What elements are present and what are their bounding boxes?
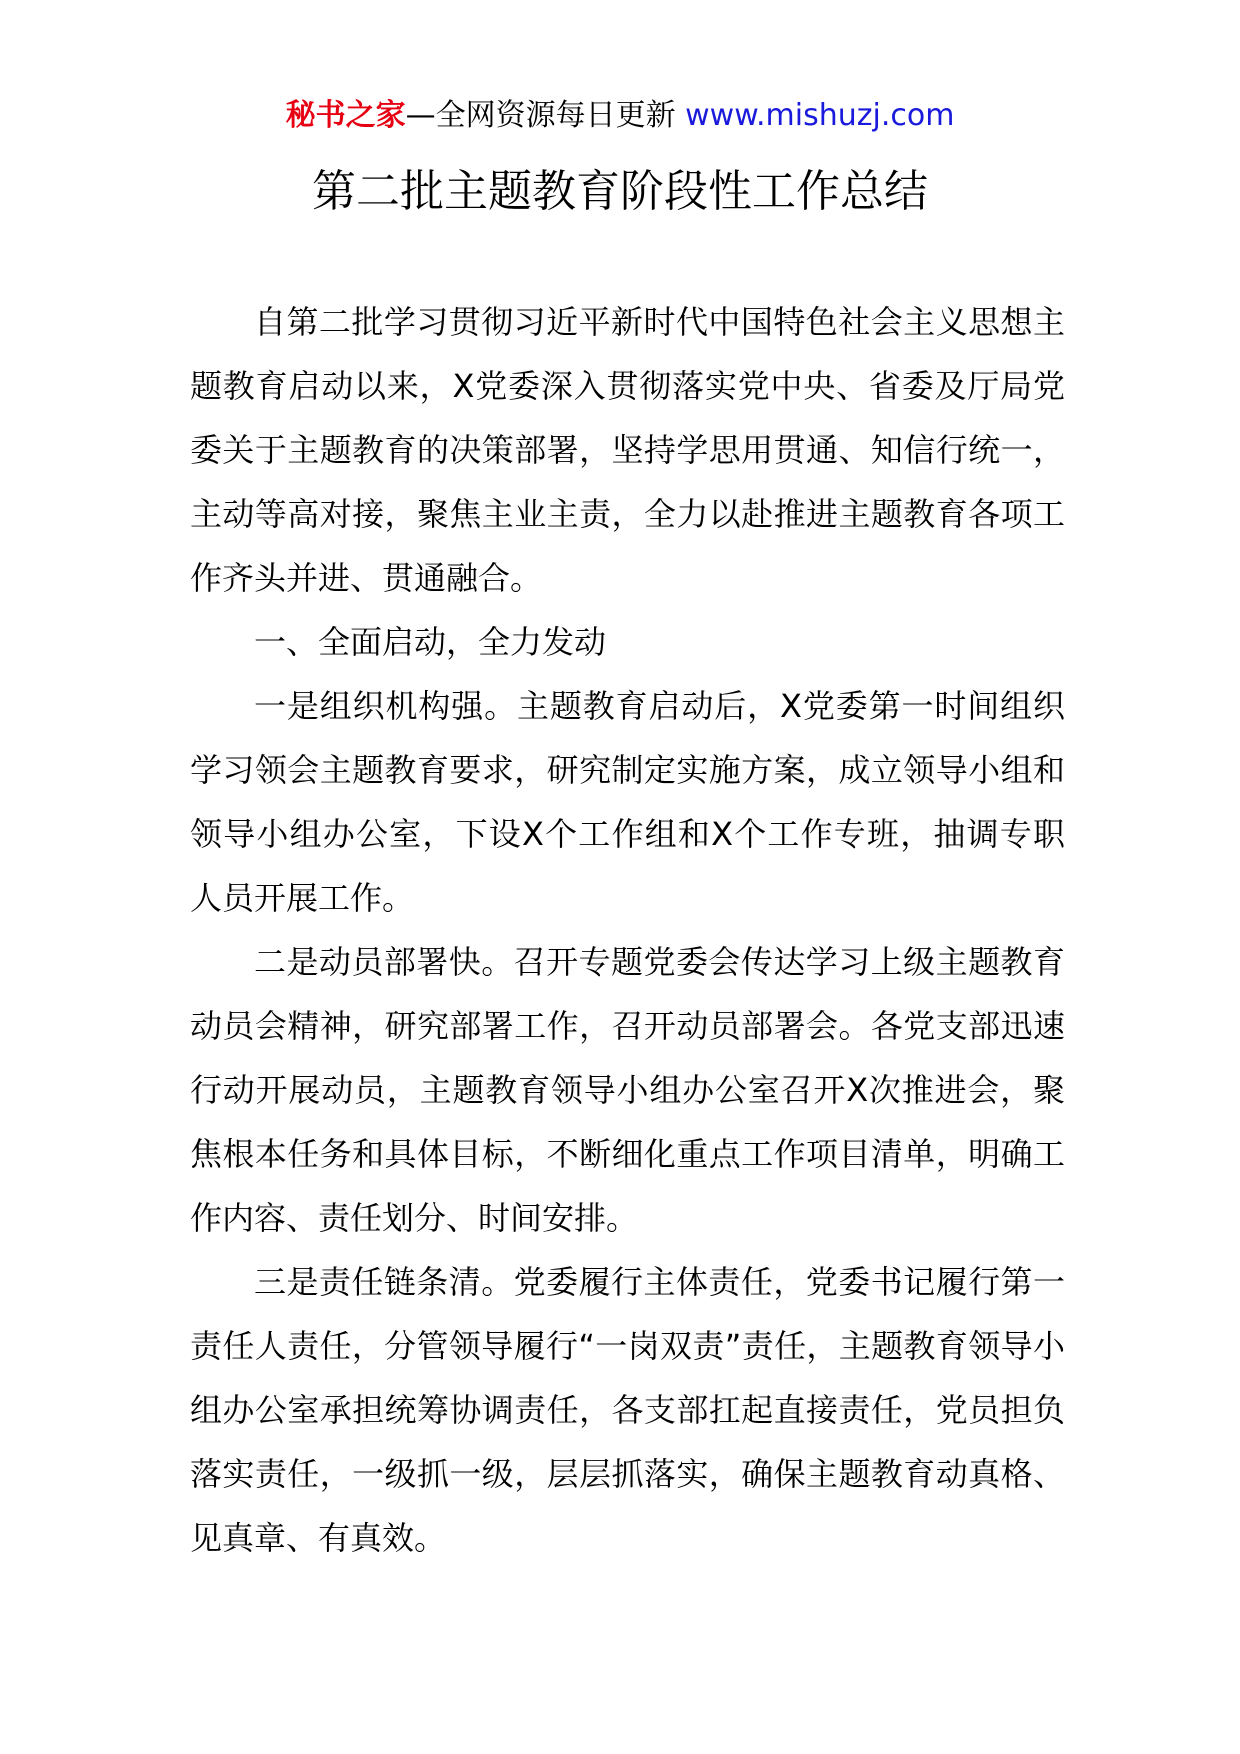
- body-paragraph: 一是组织机构强。主题教育启动后，X党委第一时间组织学习领会主题教育要求，研究制定实施方案，成立领导小组和领导小组办公室，下设X个工作组和X个工作专班，抽调专职人员开展工作。: [190, 687, 1065, 917]
- document-title: 第二批主题教育阶段性工作总结: [312, 166, 928, 217]
- document-body: [190, 290, 1065, 1570]
- body-paragraph: 二是动员部署快。召开专题党委会传达学习上级主题教育动员会精神，研究部署工作，召开动员部署会。各党支部迅速行动开展动员，主题教育领导小组办公室召开X次推进会，聚焦根本任务和具体目标，不断细化重点工作项目清单，明确工作内容、责任划分、时间安排。: [190, 943, 1065, 1237]
- site-brand: 秘书之家: [285, 98, 406, 133]
- intro-paragraph: 自第二批学习贯彻习近平新时代中国特色社会主义思想主题教育启动以来，X党委深入贯彻落实党中央、省委及厅局党委关于主题教育的决策部署，坚持学思用贯通、知信行统一，主动等高对接，聚焦主业主责，全力以赴推进主题教育各项工作齐头并进、贯通融合。: [190, 303, 1065, 597]
- site-header: [0, 96, 1240, 136]
- site-tagline: —全网资源每日更新: [405, 98, 676, 133]
- body-paragraph: 三是责任链条清。党委履行主体责任，党委书记履行第一责任人责任，分管领导履行“一岗双责”责任，主题教育领导小组办公室承担统筹协调责任，各支部扛起直接责任，党员担负落实责任，一级抓一级，层层抓落实，确保主题教育动真格、见真章、有真效。: [190, 1263, 1065, 1557]
- section-heading: 一、全面启动，全力发动: [254, 623, 607, 661]
- site-url-link[interactable]: www.mishuzj.com: [685, 98, 955, 133]
